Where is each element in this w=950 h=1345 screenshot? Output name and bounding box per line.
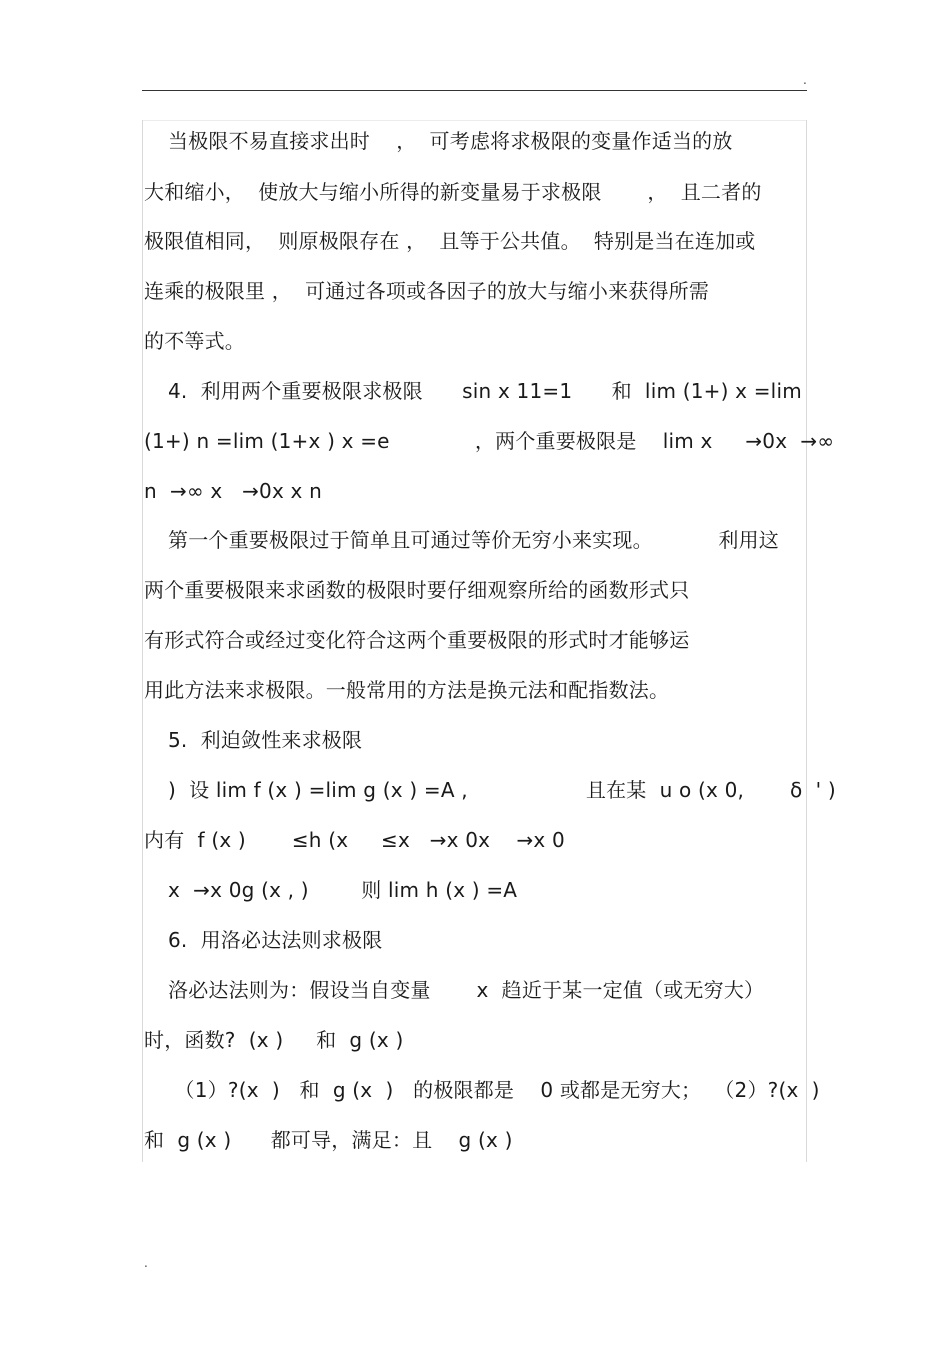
text-line-15: 内有 f (x ) ≤h (x ≤x →x 0x →x 0 <box>144 828 565 852</box>
text-line-2: 大和缩小， 使放大与缩小所得的新变量易于求极限 ， 且二者的 <box>144 180 762 204</box>
text-frame-top <box>142 120 806 121</box>
text-frame-left <box>142 120 143 1162</box>
text-line-4: 连乘的极限里 ， 可通过各项或各因子的放大与缩小来获得所需 <box>144 279 710 303</box>
text-line-21: 和 g (x ) 都可导，满足：且 g (x ) <box>144 1128 513 1152</box>
text-line-17: 6. 用洛必达法则求极限 <box>168 928 383 952</box>
header-rule <box>142 90 807 91</box>
text-line-20: （1）?(x ) 和 g (x ) 的极限都是 0 或都是无穷大； （2）?(x ) <box>168 1078 820 1102</box>
text-line-19: 时，函数? (x ) 和 g (x ) <box>144 1028 404 1052</box>
text-line-14: ) 设 lim f (x ) =lim g (x ) =A , 且在某 u o (x 0, δ ' ) <box>168 778 836 802</box>
text-line-6: 4. 利用两个重要极限求极限 sin x 11=1 和 lim (1+) x =lim <box>168 379 802 403</box>
text-line-3: 极限值相同， 则原极限存在 ， 且等于公共值。 特别是当在连加或 <box>144 229 756 253</box>
text-line-13: 5. 利迫敛性来求极限 <box>168 728 363 752</box>
text-line-11: 有形式符合或经过变化符合这两个重要极限的形式时才能够运 <box>144 628 690 652</box>
footer-dot: . <box>144 1256 148 1270</box>
text-line-18: 洛必达法则为：假设当自变量 x 趋近于某一定值（或无穷大） <box>168 978 765 1002</box>
text-line-12: 用此方法来求极限。一般常用的方法是换元法和配指数法。 <box>144 678 670 702</box>
text-line-10: 两个重要极限来求函数的极限时要仔细观察所给的函数形式只 <box>144 578 690 602</box>
text-line-16: x →x 0g (x , ) 则 lim h (x ) =A <box>168 878 518 902</box>
text-line-8: n →∞ x →0x x n <box>144 479 323 503</box>
text-line-5: 的不等式。 <box>144 329 245 353</box>
text-line-1: 当极限不易直接求出时 ， 可考虑将求极限的变量作适当的放 <box>168 129 733 153</box>
header-dot: . <box>803 73 807 87</box>
text-line-7: (1+) n =lim (1+x ) x =e ，两个重要极限是 lim x →0x →∞ <box>144 429 835 453</box>
text-frame-right <box>806 120 807 1162</box>
text-line-9: 第一个重要极限过于简单且可通过等价无穷小来实现。 利用这 <box>168 528 779 552</box>
